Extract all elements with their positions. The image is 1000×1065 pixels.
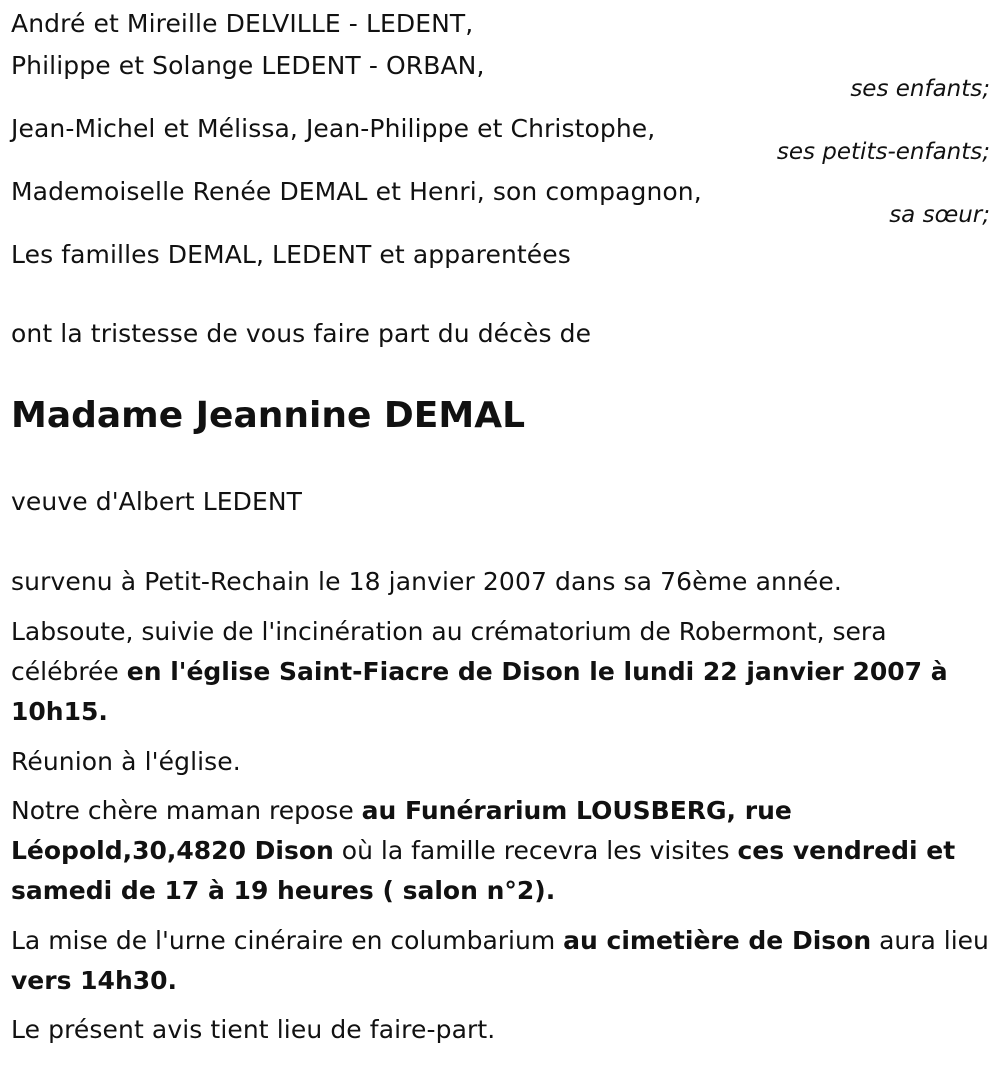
widow-of-text: veuve d'Albert LEDENT	[11, 487, 303, 516]
rest-visits-intro: où la famille recevra les visites	[333, 836, 738, 865]
service-intro: Labsoute, suivie de l'incinération au crématorium de Robermont, sera célébrée	[11, 617, 887, 686]
role-children-label: ses enfants;	[850, 76, 990, 102]
meeting-text: Réunion à l'église.	[11, 747, 241, 776]
urn-paragraph	[11, 921, 991, 1001]
urn-mid: aura lieu	[871, 926, 989, 955]
deceased-name: Madame Jeannine DEMAL	[11, 395, 526, 436]
service-paragraph	[11, 612, 991, 732]
role-sister-label: sa sœur;	[889, 202, 990, 228]
urn-time: vers 14h30.	[11, 966, 178, 995]
role-grandchildren-label: ses petits-enfants;	[776, 139, 990, 165]
family-line-sister: Mademoiselle Renée DEMAL et Henri, son compagnon,	[11, 177, 702, 206]
rest-paragraph	[11, 791, 991, 911]
family-line-relatives: Les familles DEMAL, LEDENT et apparentées	[11, 240, 571, 269]
announcement-text: ont la tristesse de vous faire part du décès de	[11, 319, 592, 348]
service-location-date: en l'église Saint-Fiacre de Dison le lundi 22 janvier 2007 à 10h15.	[11, 657, 948, 726]
rest-intro: Notre chère maman repose	[11, 796, 362, 825]
death-details: survenu à Petit-Rechain le 18 janvier 2007 dans sa 76ème année.	[11, 567, 842, 596]
urn-location: au cimetière de Dison	[563, 926, 872, 955]
urn-intro: La mise de l'urne cinéraire en columbarium	[11, 926, 564, 955]
family-line-children-1: André et Mireille DELVILLE - LEDENT,	[11, 9, 474, 38]
family-line-grandchildren: Jean-Michel et Mélissa, Jean-Philippe et Christophe,	[11, 114, 656, 143]
notice-text: Le présent avis tient lieu de faire-part.	[11, 1015, 496, 1044]
family-line-children-2: Philippe et Solange LEDENT - ORBAN,	[11, 51, 485, 80]
rest-visit-hours: ces vendredi et samedi de 17 à 19 heures ( salon n°2).	[11, 836, 956, 905]
rest-location: au Funérarium LOUSBERG, rue Léopold,30,4820 Dison	[11, 796, 792, 865]
